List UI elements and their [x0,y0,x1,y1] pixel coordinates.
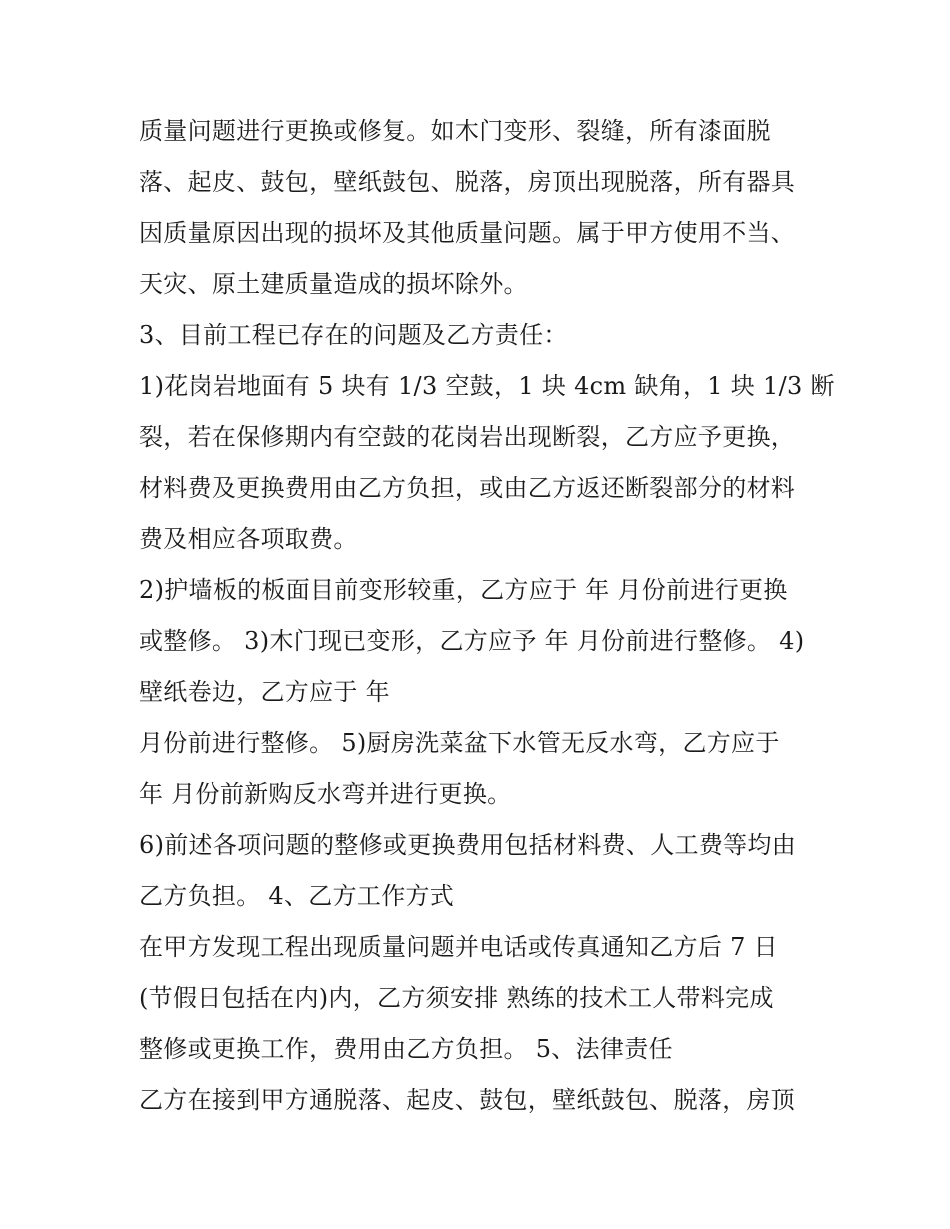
text-line: 材料费及更换费用由乙方负担，或由乙方返还断裂部分的材料 [139,474,796,502]
text-line: 月份前进行整修。 5)厨房洗菜盆下水管无反水弯，乙方应于 [139,729,780,757]
text-line: 整修或更换工作，费用由乙方负担。 5、法律责任 [139,1035,673,1063]
text-line: 在甲方发现工程出现质量问题并电话或传真通知乙方后 7 日 [139,933,778,961]
text-line: 乙方在接到甲方通脱落、起皮、鼓包，壁纸鼓包、脱落，房顶 [139,1086,796,1114]
text-line: 费及相应各项取费。 [139,525,358,553]
text-line: 裂，若在保修期内有空鼓的花岗岩出现断裂，乙方应予更换， [139,423,796,451]
text-line: (节假日包括在内)内，乙方须安排 熟练的技术工人带料完成 [139,984,774,1012]
text-line: 壁纸卷边，乙方应于 年 [139,678,390,706]
text-line: 或整修。 3)木门现已变形，乙方应予 年 月份前进行整修。 4) [139,627,805,655]
text-line: 6)前述各项问题的整修或更换费用包括材料费、人工费等均由 [139,831,797,859]
text-line: 因质量原因出现的损坏及其他质量问题。属于甲方使用不当、 [139,219,796,247]
text-line: 质量问题进行更换或修复。如木门变形、裂缝，所有漆面脱 [139,117,771,145]
text-line: 年 月份前新购反水弯并进行更换。 [139,780,512,808]
document-body [139,106,839,1126]
text-line: 2)护墙板的板面目前变形较重，乙方应于 年 月份前进行更换 [139,576,788,604]
section-heading: 3、目前工程已存在的问题及乙方责任： [139,321,568,349]
text-line: 落、起皮、鼓包，壁纸鼓包、脱落，房顶出现脱落，所有器具 [139,168,796,196]
text-line: 乙方负担。 4、乙方工作方式 [139,882,455,910]
text-line: 1)花岗岩地面有 5 块有 1/3 空鼓，1 块 4cm 缺角，1 块 1/3 断 [139,372,835,400]
text-line: 天灾、原土建质量造成的损坏除外。 [139,270,528,298]
